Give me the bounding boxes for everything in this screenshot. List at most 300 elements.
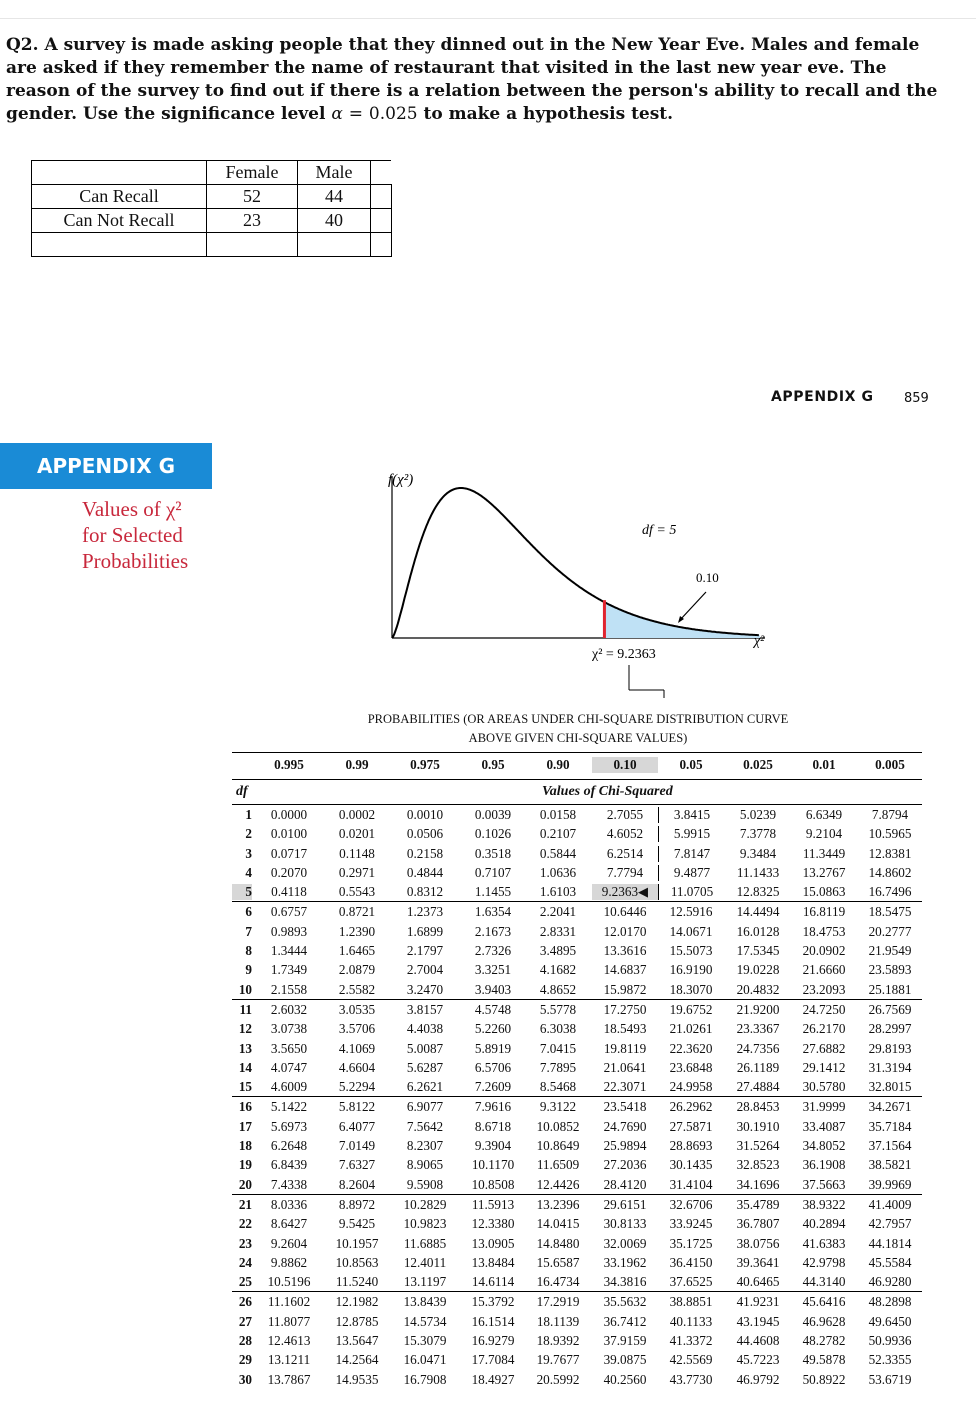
table-cell: 6.6349 [805, 807, 843, 822]
table-cell: 36.1908 [802, 1157, 846, 1173]
table-row [232, 1272, 922, 1291]
table-cell: 35.4789 [736, 1196, 780, 1212]
table-cell: 9.3122 [539, 1099, 577, 1115]
table-cell: 37.9159 [603, 1333, 647, 1349]
table-cell: 0.0158 [539, 807, 577, 822]
table-cell: 6.2514 [606, 845, 644, 861]
table-cell: 1.6465 [338, 943, 376, 959]
df-cell: 17 [238, 1118, 252, 1134]
table-cell: 41.3372 [669, 1333, 713, 1349]
table-cell: 31.9999 [802, 1099, 846, 1115]
table-cell: 2.1673 [474, 923, 512, 939]
table-cell: 30.5780 [802, 1079, 846, 1095]
table-cell: 12.8325 [736, 884, 780, 900]
table-row [232, 882, 922, 901]
df-cell: 30 [238, 1371, 252, 1387]
values-label: Values of Chi-Squared [542, 784, 673, 799]
table-cell: 11.0705 [658, 884, 725, 900]
df-cell: 16 [238, 1099, 252, 1115]
table-cell: 0.4118 [271, 884, 307, 900]
cell-male: 44 [298, 185, 371, 209]
caption-line1: PROBABILITIES (OR AREAS UNDER CHI-SQUARE DISTRIBUTION CURVE [367, 712, 789, 726]
df-cell: 19 [238, 1157, 252, 1173]
table-cell: 6.5706 [474, 1059, 512, 1075]
table-cell: 28.2997 [868, 1021, 912, 1037]
table-cell: 5.6287 [406, 1059, 444, 1075]
table-cell: 35.7184 [868, 1118, 912, 1134]
table-row [232, 1019, 922, 1038]
table-cell: 32.8015 [868, 1079, 912, 1095]
probability-header: 0.995 [274, 757, 304, 772]
table-cell: 0.0002 [338, 807, 376, 822]
table-cell: 16.8119 [802, 904, 846, 920]
table-cell: 4.5748 [474, 1001, 512, 1017]
table-cell: 15.3792 [471, 1294, 515, 1310]
df-label: df = 5 [642, 523, 677, 538]
table-row [232, 1253, 922, 1272]
table-cell: 50.8922 [802, 1371, 846, 1387]
table-cell: 0.3518 [474, 845, 512, 861]
table-cell: 15.3079 [403, 1333, 447, 1349]
table-cell: 7.3778 [739, 826, 777, 842]
table-cell: 1.2373 [406, 904, 444, 920]
table-cell: 1.7349 [270, 962, 308, 978]
table-cell: 41.4009 [868, 1196, 912, 1212]
table-cell: 6.2621 [406, 1079, 444, 1095]
table-row [232, 1370, 922, 1389]
table-cell: 46.9792 [736, 1371, 780, 1387]
df-cell: 11 [239, 1001, 252, 1017]
table-row [232, 980, 922, 999]
table-row [232, 960, 922, 979]
row-label: Can Recall [32, 185, 207, 209]
probability-header: 0.005 [875, 757, 905, 772]
table-cell: 2.6032 [270, 1001, 308, 1017]
table-cell: 39.9969 [868, 1176, 912, 1192]
table-cell: 11.5913 [471, 1196, 515, 1212]
table-row [232, 1058, 922, 1077]
table-cell: 4.8652 [539, 981, 577, 997]
question-text [6, 34, 942, 126]
table-cell: 14.0415 [536, 1216, 580, 1232]
table-cell: 3.8415 [658, 807, 725, 823]
table-cell: 12.0170 [603, 923, 647, 939]
table-cell: 8.2604 [338, 1176, 376, 1192]
table-cell: 14.8602 [868, 864, 912, 880]
table-cell: 9.2104 [805, 826, 843, 842]
table-cell: 0.5844 [539, 845, 577, 861]
table-cell: 30.1910 [736, 1118, 780, 1134]
df-cell: 10 [238, 981, 252, 997]
appendix-title [82, 496, 212, 574]
table-cell: 35.5632 [603, 1294, 647, 1310]
table-cell: 13.2396 [536, 1196, 580, 1212]
table-cell: 14.9535 [335, 1371, 379, 1387]
probability-header: 0.01 [812, 757, 836, 772]
table-cell: 48.2782 [802, 1333, 846, 1349]
table-cell: 14.0671 [669, 923, 713, 939]
table-cell: 0.0201 [338, 826, 376, 842]
area-label: 0.10 [696, 570, 719, 585]
table-row [232, 1291, 922, 1311]
table-cell: 2.7055 [606, 807, 644, 822]
table-cell: 16.9190 [669, 962, 713, 978]
df-cell: 26 [238, 1294, 252, 1310]
table-cell: 10.8563 [335, 1254, 379, 1270]
table-cell: 18.9392 [536, 1333, 580, 1349]
table-cell: 2.5582 [338, 981, 376, 997]
table-cell: 0.7107 [474, 864, 512, 880]
cell-female: 23 [207, 209, 298, 233]
table-cell: 50.9936 [868, 1333, 912, 1349]
table-cell: 9.5908 [406, 1176, 444, 1192]
table-cell: 21.0641 [603, 1059, 647, 1075]
table-cell: 0.0717 [270, 845, 308, 861]
table-cell: 12.8785 [335, 1313, 379, 1329]
table-cell: 48.2898 [868, 1294, 912, 1310]
column-header-male: Male [298, 161, 371, 185]
table-cell: 42.7957 [868, 1216, 912, 1232]
table-cell: 7.8147 [658, 846, 725, 862]
table-cell: 30.1435 [669, 1157, 713, 1173]
question-body: A survey is made asking people that they dinned out in the New Year Eve. Males and female are asked if they remember the name of restaurant that visited in the last new year eve. The reason of the survey to find out if there is a relation between the person's ability to recall and the gender. Use the significance level [6, 35, 938, 124]
table-cell: 34.2671 [868, 1099, 912, 1115]
table-cell: 26.7569 [868, 1001, 912, 1017]
table-caption [348, 710, 808, 748]
table-cell: 5.9915 [658, 826, 725, 842]
table-cell: 17.5345 [736, 943, 780, 959]
table-cell: 10.6446 [603, 904, 647, 920]
table-cell: 3.3251 [474, 962, 512, 978]
probability-header: 0.95 [481, 757, 505, 772]
df-cell: 27 [238, 1313, 252, 1329]
table-cell: 23.5893 [868, 962, 912, 978]
table-cell: 3.2470 [406, 981, 444, 997]
table-cell: 18.5493 [603, 1021, 647, 1037]
table-cell: 32.6706 [669, 1196, 713, 1212]
table-cell: 9.2604 [270, 1235, 308, 1251]
table-cell: 0.2971 [338, 864, 376, 880]
table-row [232, 1194, 922, 1214]
df-cell: 14 [238, 1059, 252, 1075]
table-cell: 13.5647 [335, 1333, 379, 1349]
table-cell: 6.4077 [338, 1118, 376, 1134]
table-row [232, 1175, 922, 1194]
table-row [232, 1155, 922, 1174]
table-cell: 15.5073 [669, 943, 713, 959]
table-edge [371, 161, 392, 185]
table-cell: 9.5425 [338, 1216, 376, 1232]
table-row [232, 1214, 922, 1233]
table-cell: 43.7730 [669, 1371, 713, 1387]
table-cell: 16.7496 [868, 884, 912, 900]
table-row [232, 1312, 922, 1331]
probability-header: 0.05 [679, 757, 703, 772]
table-cell: 33.9245 [669, 1216, 713, 1232]
table-cell: 0.2107 [539, 826, 577, 842]
table-cell: 10.1170 [471, 1157, 515, 1173]
table-cell: 31.3194 [868, 1059, 912, 1075]
table-cell: 7.0415 [539, 1040, 577, 1056]
table-cell: 17.2919 [536, 1294, 580, 1310]
table-cell: 16.9279 [471, 1333, 515, 1349]
table-row [232, 1234, 922, 1253]
table-cell: 17.7084 [471, 1352, 515, 1368]
cell-empty [371, 185, 392, 209]
table-cell: 5.1422 [270, 1099, 308, 1115]
table-cell: 13.0905 [471, 1235, 515, 1251]
table-cell: 5.0239 [739, 807, 777, 822]
df-cell: 1 [245, 807, 252, 822]
table-cell: 8.5468 [539, 1079, 577, 1095]
table-cell: 8.8972 [338, 1196, 376, 1212]
table-cell: 45.6416 [802, 1294, 846, 1310]
table-cell: 12.4426 [536, 1176, 580, 1192]
table-cell: 8.6718 [474, 1118, 512, 1134]
table-cell: 38.8851 [669, 1294, 713, 1310]
table-cell: 4.4038 [406, 1021, 444, 1037]
table-cell: 19.7677 [536, 1352, 580, 1368]
table-cell: 8.2307 [406, 1138, 444, 1154]
table-cell: 10.9823 [403, 1216, 447, 1232]
table-cell: 23.5418 [603, 1099, 647, 1115]
chi-table-body [232, 805, 922, 1389]
table-cell: 8.6427 [270, 1216, 308, 1232]
probability-header: 0.975 [410, 757, 440, 772]
table-cell: 9.8862 [270, 1254, 308, 1270]
table-cell: 27.4884 [736, 1079, 780, 1095]
table-cell: 25.1881 [868, 981, 912, 997]
table-cell: 13.3616 [603, 943, 647, 959]
alpha-equals: = [348, 104, 363, 124]
table-cell: 0.1026 [474, 826, 512, 842]
table-cell: 4.6009 [270, 1079, 308, 1095]
table-cell: 2.7326 [474, 943, 512, 959]
table-cell: 0.6757 [270, 904, 308, 920]
cell-empty [207, 233, 298, 257]
table-cell: 0.0506 [406, 826, 444, 842]
table-cell: 6.2648 [270, 1138, 308, 1154]
table-cell: 18.1139 [536, 1313, 580, 1329]
table-cell: 1.6354 [474, 904, 512, 920]
table-cell: 49.5878 [802, 1352, 846, 1368]
chi-square-table [232, 752, 922, 1389]
table-cell: 11.3449 [802, 845, 846, 861]
table-cell: 40.2894 [802, 1216, 846, 1232]
table-cell: 49.6450 [868, 1313, 912, 1329]
table-cell: 21.9200 [736, 1001, 780, 1017]
top-divider [0, 0, 976, 19]
df-cell: 7 [245, 923, 252, 939]
table-cell: 45.5584 [868, 1254, 912, 1270]
table-cell: 9.2363◀ [592, 884, 658, 900]
question-body-end: to make a hypothesis test. [423, 104, 674, 124]
table-row [232, 901, 922, 921]
table-cell: 23.2093 [802, 981, 846, 997]
table-cell: 7.4338 [270, 1176, 308, 1192]
table-cell: 3.5706 [338, 1021, 376, 1037]
table-cell: 19.8119 [603, 1040, 647, 1056]
alpha-symbol: α [331, 104, 343, 124]
table-cell: 53.6719 [868, 1371, 912, 1387]
table-cell: 7.8794 [871, 807, 909, 822]
table-cell: 24.9958 [669, 1079, 713, 1095]
table-cell: 12.5916 [669, 904, 713, 920]
df-cell: 18 [238, 1138, 252, 1154]
table-cell: 16.0471 [403, 1352, 447, 1368]
table-cell: 52.3355 [868, 1352, 912, 1368]
table-cell: 13.8439 [403, 1294, 447, 1310]
table-cell: 44.3140 [802, 1274, 846, 1290]
table-cell: 34.1696 [736, 1176, 780, 1192]
table-row [232, 1331, 922, 1350]
table-cell: 21.9549 [868, 943, 912, 959]
df-cell: 3 [245, 845, 252, 861]
table-cell: 34.3816 [603, 1274, 647, 1290]
table-row [32, 185, 392, 209]
table-row [232, 824, 922, 843]
pdf-curve [392, 488, 759, 638]
table-cell: 31.4104 [669, 1176, 713, 1192]
table-cell: 12.3380 [471, 1216, 515, 1232]
x-axis-label: χ² [754, 634, 765, 649]
table-cell: 0.0010 [406, 807, 444, 822]
table-cell: 12.8381 [868, 845, 912, 861]
table-cell: 16.4734 [536, 1274, 580, 1290]
table-cell: 29.1412 [802, 1059, 846, 1075]
table-cell: 11.1433 [736, 864, 780, 880]
table-cell: 2.8331 [539, 923, 577, 939]
table-cell: 2.1558 [270, 981, 308, 997]
table-cell: 28.4120 [603, 1176, 647, 1192]
table-cell: 2.7004 [406, 962, 444, 978]
table-cell: 40.1133 [669, 1313, 713, 1329]
table-cell: 30.8133 [603, 1216, 647, 1232]
table-cell: 10.5196 [267, 1274, 311, 1290]
table-cell: 0.8721 [338, 904, 376, 920]
df-cell: 9 [245, 962, 252, 978]
table-cell: 3.4895 [539, 943, 577, 959]
table-cell: 24.7690 [603, 1118, 647, 1134]
table-cell: 36.7807 [736, 1216, 780, 1232]
table-cell: 1.0636 [539, 864, 577, 880]
table-cell: 0.2158 [406, 845, 444, 861]
table-cell: 6.9077 [406, 1099, 444, 1115]
table-row [232, 1039, 922, 1058]
df-cell: 22 [238, 1216, 252, 1232]
table-cell: 5.2294 [338, 1079, 376, 1095]
table-cell: 20.0902 [802, 943, 846, 959]
area-arrow [680, 592, 706, 620]
table-cell: 14.4494 [736, 904, 780, 920]
critical-value-label: χ² = 9.2363 [592, 647, 656, 662]
table-cell: 11.8077 [267, 1313, 311, 1329]
table-row [232, 1136, 922, 1155]
table-cell: 25.9894 [603, 1138, 647, 1154]
table-cell: 6.3038 [539, 1021, 577, 1037]
table-cell: 5.0087 [406, 1040, 444, 1056]
table-cell: 4.6604 [338, 1059, 376, 1075]
table-cell: 27.5871 [669, 1118, 713, 1134]
table-cell: 36.7412 [603, 1313, 647, 1329]
table-cell: 46.9628 [802, 1313, 846, 1329]
table-cell: 13.8484 [471, 1254, 515, 1270]
table-cell: 26.1189 [736, 1059, 780, 1075]
table-cell: 41.6383 [802, 1235, 846, 1251]
table-cell: 13.2767 [802, 864, 846, 880]
table-cell: 10.1957 [335, 1235, 379, 1251]
table-cell: 22.3071 [603, 1079, 647, 1095]
table-cell: 14.5734 [403, 1313, 447, 1329]
table-cell: 29.8193 [868, 1040, 912, 1056]
table-cell: 13.1197 [403, 1274, 447, 1290]
appendix-title-line3: Probabilities [82, 549, 189, 573]
table-cell: 29.6151 [603, 1196, 647, 1212]
df-cell: 13 [238, 1040, 252, 1056]
table-cell: 43.1945 [736, 1313, 780, 1329]
table-row [32, 209, 392, 233]
table-cell: 18.3070 [669, 981, 713, 997]
page-number: 859 [904, 391, 929, 406]
table-cell: 14.6837 [603, 962, 647, 978]
table-cell: 41.9231 [736, 1294, 780, 1310]
table-cell: 8.0336 [270, 1196, 308, 1212]
table-cell: 15.0863 [802, 884, 846, 900]
df-header-row [232, 780, 922, 805]
table-cell: 11.1602 [267, 1294, 311, 1310]
table-cell: 45.7223 [736, 1352, 780, 1368]
df-cell: 28 [238, 1333, 252, 1349]
table-cell: 10.2829 [403, 1196, 447, 1212]
df-cell: 21 [238, 1196, 252, 1212]
table-cell: 0.2070 [270, 864, 308, 880]
table-cell: 13.1211 [267, 1352, 311, 1368]
table-cell: 11.6509 [536, 1157, 580, 1173]
table-cell: 6.8439 [270, 1157, 308, 1173]
cell-empty [298, 233, 371, 257]
table-cell: 26.2962 [669, 1099, 713, 1115]
table-cell: 9.3484 [739, 845, 777, 861]
table-cell: 32.0069 [603, 1235, 647, 1251]
table-cell: 37.6525 [669, 1274, 713, 1290]
df-cell: 8 [245, 943, 252, 959]
table-cell: 10.8649 [536, 1138, 580, 1154]
table-cell: 27.2036 [603, 1157, 647, 1173]
table-cell: 44.4608 [736, 1333, 780, 1349]
table-cell: 28.8693 [669, 1138, 713, 1154]
table-cell: 0.0000 [270, 807, 308, 822]
table-cell: 39.3641 [736, 1254, 780, 1270]
table-cell: 18.5475 [868, 904, 912, 920]
table-cell: 42.5569 [669, 1352, 713, 1368]
table-cell: 7.7895 [539, 1059, 577, 1075]
table-cell: 46.9280 [868, 1274, 912, 1290]
df-cell: 23 [238, 1235, 252, 1251]
table-cell: 28.8453 [736, 1099, 780, 1115]
table-cell: 23.6848 [669, 1059, 713, 1075]
table-cell: 16.1514 [471, 1313, 515, 1329]
table-cell: 13.7867 [267, 1371, 311, 1387]
table-cell: 1.1455 [474, 884, 512, 900]
table-cell: 27.6882 [802, 1040, 846, 1056]
table-cell: 26.2170 [802, 1021, 846, 1037]
table-cell: 20.2777 [868, 923, 912, 939]
df-cell: 24 [238, 1254, 252, 1270]
table-cell: 5.2260 [474, 1021, 512, 1037]
table-cell: 10.8508 [471, 1176, 515, 1192]
probability-header-row [232, 752, 922, 780]
table-cell: 18.4927 [471, 1371, 515, 1387]
